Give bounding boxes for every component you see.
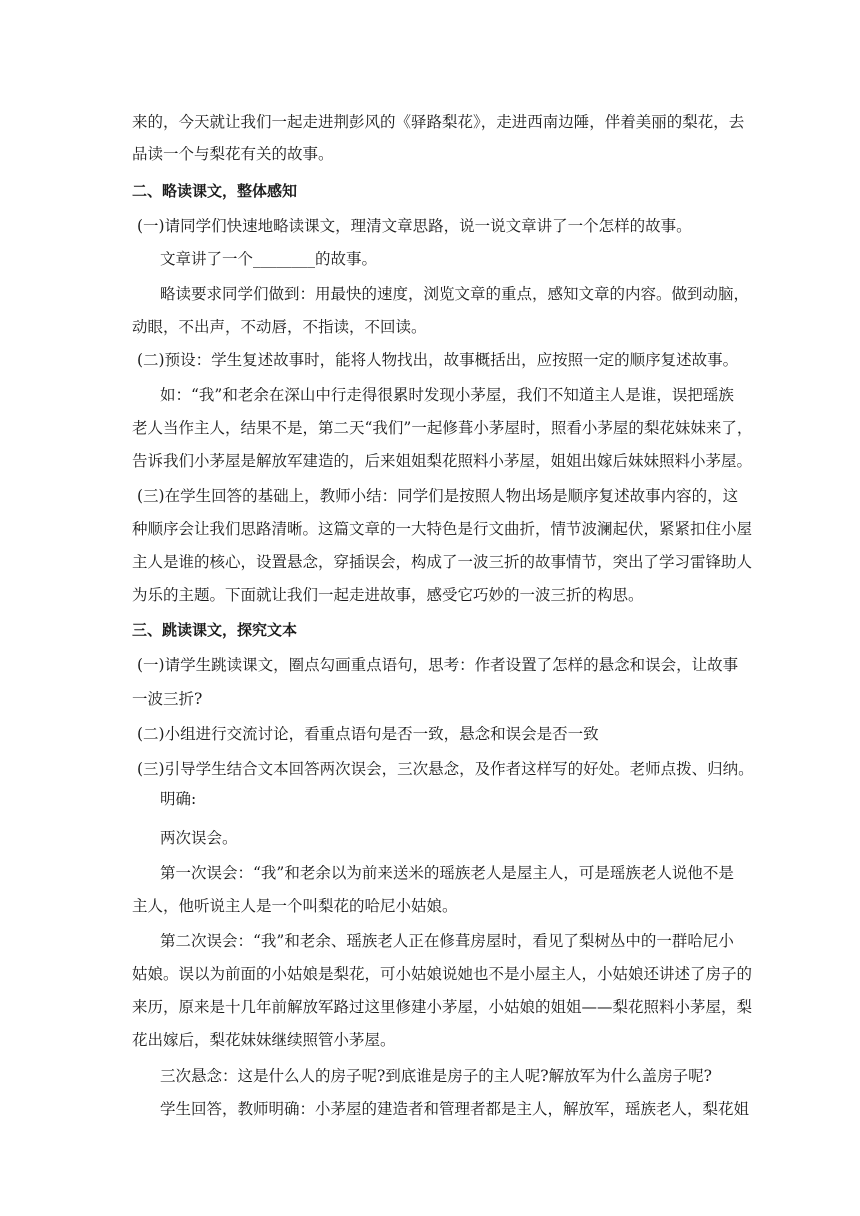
- text-line: 来的，今天就让我们一起走进荆彭风的《驿路梨花》，走进西南边陲，伴着美丽的梨花，去: [132, 113, 745, 131]
- text-line: 略读要求同学们做到：用最快的速度，浏览文章的重点，感知文章的内容。做到动脑，: [160, 285, 750, 303]
- text-line: (二)预设：学生复述故事时，能将人物找出，故事概括出，应按照一定的顺序复述故事。: [137, 351, 739, 369]
- text-line: 品读一个与梨花有关的故事。: [132, 145, 334, 163]
- text-line: 三次悬念：这是什么人的房子呢?到底谁是房子的主人呢?解放军为什么盖房子呢?: [160, 1067, 712, 1085]
- text-line: (一)请同学们快速地略读课文，理清文章思路，说一说文章讲了一个怎样的故事。: [137, 217, 692, 235]
- text-line: 一波三折?: [132, 690, 203, 708]
- text-line: 姑娘。误以为前面的小姑娘是梨花，可小姑娘说她也不是小屋主人，小姑娘还讲述了房子的: [132, 965, 753, 983]
- text-line: 种顺序会让我们思路清晰。这篇文章的一大特色是行文曲折，情节波澜起伏，紧紧扣住小屋: [132, 520, 753, 538]
- text-line: 两次误会。: [160, 829, 238, 847]
- text-line: 第二次误会：“我”和老余、瑶族老人正在修葺房屋时，看见了梨树丛中的一群哈尼小: [160, 932, 734, 950]
- text-line: 告诉我们小茅屋是解放军建造的，后来姐姐梨花照料小茅屋，姐姐出嫁后妹妹照料小茅屋。: [132, 452, 753, 470]
- section-heading: 二、略读课文，整体感知: [132, 182, 298, 200]
- text-line: 如：“我”和老余在深山中行走得很累时发现小茅屋，我们不知道主人是谁，误把瑶族: [160, 386, 734, 404]
- text-line: 主人是谁的核心，设置悬念，穿插误会，构成了一波三折的故事情节，突出了学习雷锋助人: [132, 553, 753, 571]
- text-line: 文章讲了一个________的故事。: [160, 250, 378, 268]
- text-line: (三)在学生回答的基础上，教师小结：同学们是按照人物出场是顺序复述故事内容的，这: [137, 487, 739, 505]
- text-line: 明确:: [160, 790, 197, 808]
- section-heading: 三、跳读课文，探究文本: [132, 621, 298, 639]
- text-line: 主人，他听说主人是一个叫梨花的哈尼小姑娘。: [132, 897, 458, 915]
- text-line: 老人当作主人，结果不是，第二天“我们”一起修葺小茅屋时，照看小茅屋的梨花妹妹来了，: [132, 419, 753, 437]
- text-line: 花出嫁后，梨花妹妹继续照管小茅屋。: [132, 1031, 396, 1049]
- text-line: 来历，原来是十几年前解放军路过这里修建小茅屋，小姑娘的姐姐——梨花照料小茅屋，梨: [132, 998, 753, 1016]
- text-line: 为乐的主题。下面就让我们一起走进故事，感受它巧妙的一波三折的构思。: [132, 586, 644, 604]
- text-line: 学生回答，教师明确：小茅屋的建造者和管理者都是主人，解放军，瑶族老人，梨花姐: [160, 1100, 750, 1118]
- text-line: (一)请学生跳读课文，圈点勾画重点语句，思考：作者设置了怎样的悬念和误会，让故事: [137, 656, 739, 674]
- text-line: (二)小组进行交流讨论，看重点语句是否一致，悬念和误会是否一致: [137, 725, 599, 743]
- text-line: (三)引导学生结合文本回答两次误会，三次悬念，及作者这样写的好处。老师点拨、归纳。: [137, 760, 754, 778]
- text-line: 动眼，不出声，不动唇，不指读，不回读。: [132, 318, 427, 336]
- text-line: 第一次误会：“我”和老余以为前来送米的瑶族老人是屋主人，可是瑶族老人说他不是: [160, 864, 734, 882]
